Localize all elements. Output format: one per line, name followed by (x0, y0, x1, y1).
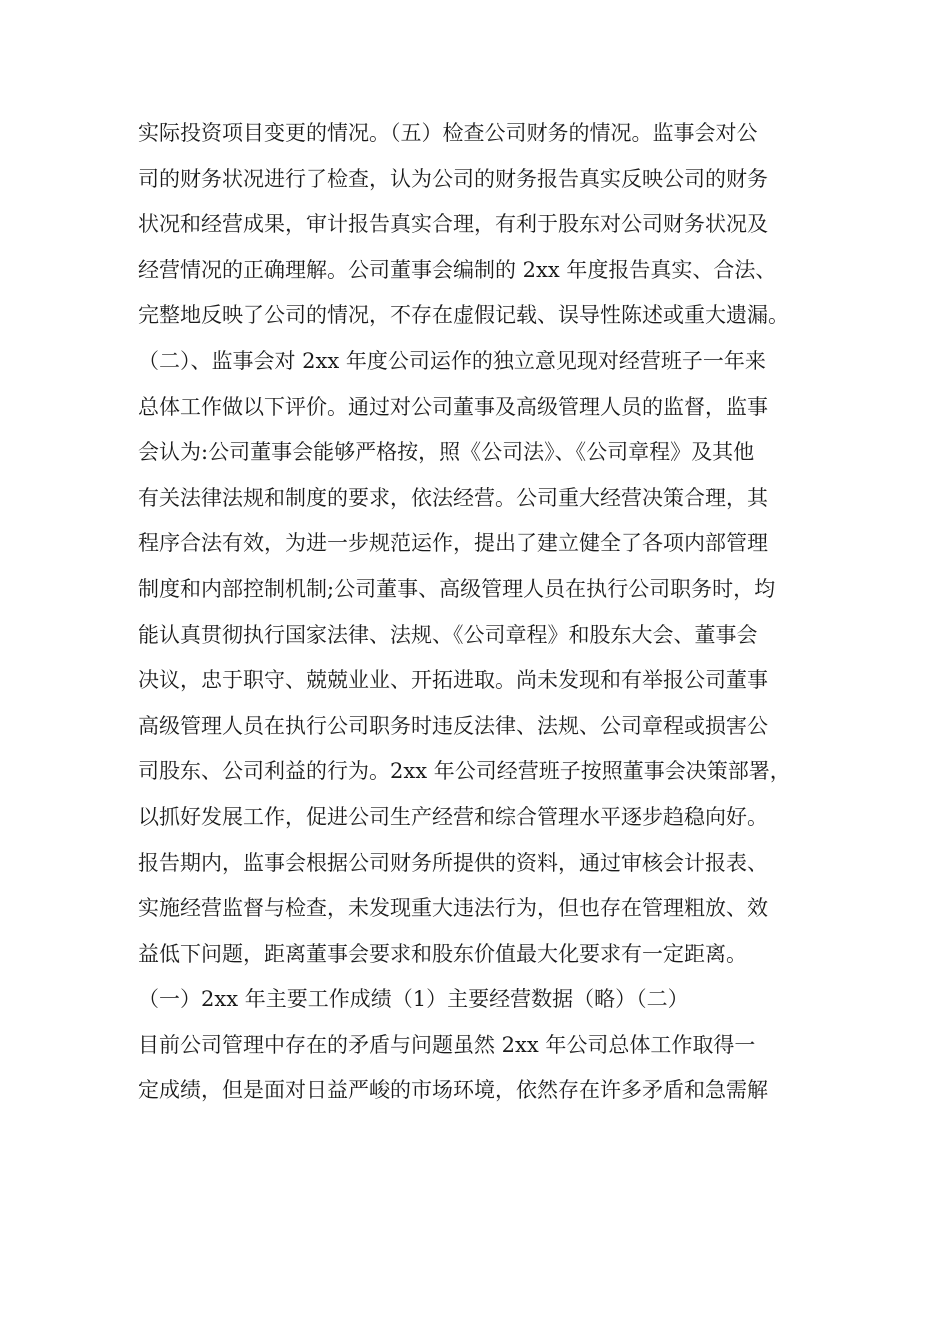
text-line: 以抓好发展工作，促进公司生产经营和综合管理水平逐步趋稳向好。 (138, 804, 768, 829)
text-line: 完整地反映了公司的情况，不存在虚假记载、误导性陈述或重大遗漏。 (138, 303, 789, 328)
text-line: 益低下问题，距离董事会要求和股东价值最大化要求有一定距离。 (138, 941, 747, 966)
text-line: （二）、监事会对 2xx 年度公司运作的独立意见现对经营班子一年来 (138, 348, 766, 373)
text-line: 经营情况的正确理解。公司董事会编制的 2xx 年度报告真实、合法、 (138, 257, 777, 282)
text-line: 有关法律法规和制度的要求，依法经营。公司重大经营决策合理，其 (138, 485, 768, 510)
text-line: 实施经营监督与检查，未发现重大违法行为，但也存在管理粗放、效 (138, 896, 768, 921)
text-line: 总体工作做以下评价。通过对公司董事及高级管理人员的监督，监事 (138, 394, 768, 419)
text-line: 决议，忠于职守、兢兢业业、开拓进取。尚未发现和有举报公司董事 (138, 668, 768, 693)
text-line: 报告期内，监事会根据公司财务所提供的资料，通过审核会计报表、 (138, 850, 768, 875)
text-line: 制度和内部控制机制;公司董事、高级管理人员在执行公司职务时，均 (138, 576, 776, 601)
text-line: 司的财务状况进行了检查，认为公司的财务报告真实反映公司的财务 (138, 166, 768, 191)
text-line: 定成绩，但是面对日益严峻的市场环境，依然存在许多矛盾和急需解 (138, 1078, 768, 1103)
text-line: 能认真贯彻执行国家法律、法规、《公司章程》和股东大会、董事会 (138, 622, 758, 647)
text-line: 高级管理人员在执行公司职务时违反法律、法规、公司章程或损害公 (138, 713, 768, 738)
text-line: 程序合法有效，为进一步规范运作，提出了建立健全了各项内部管理 (138, 531, 768, 556)
text-line: （一）2xx 年主要工作成绩（1）主要经营数据（略）（二） (138, 987, 689, 1012)
body-text (138, 111, 828, 1114)
text-line: 状况和经营成果，审计报告真实合理，有利于股东对公司财务状况及 (138, 212, 768, 237)
text-line: 司股东、公司利益的行为。2xx 年公司经营班子按照董事会决策部署， (138, 759, 791, 784)
text-line: 会认为:公司董事会能够严格按，照《公司法》、《公司章程》及其他 (138, 440, 755, 465)
text-line: 实际投资项目变更的情况。（五）检查公司财务的情况。监事会对公 (138, 121, 758, 145)
text-line: 目前公司管理中存在的矛盾与问题虽然 2xx 年公司总体工作取得一 (138, 1032, 756, 1057)
